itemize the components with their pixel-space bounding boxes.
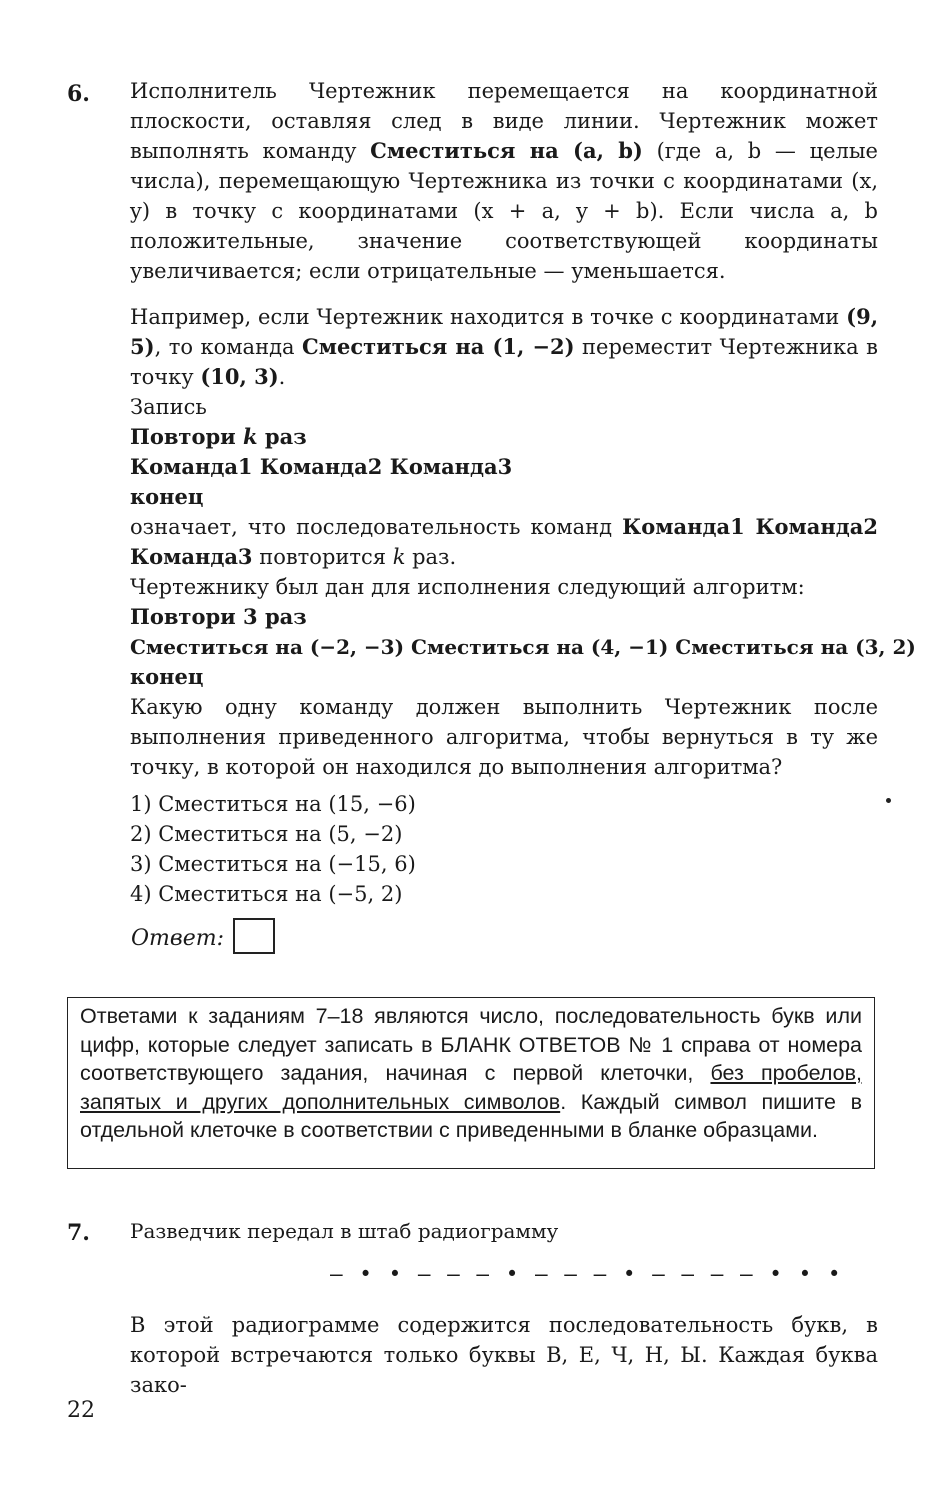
task-number: 7. (67, 1220, 90, 1246)
option-1: 1) Сместиться на (15, −6) (130, 792, 416, 816)
task7-intro: Разведчик передал в штаб радиограмму (130, 1219, 559, 1243)
option-3: 3) Сместиться на (−15, 6) (130, 852, 416, 876)
page-number: 22 (67, 1398, 95, 1423)
repeat-line: Повтори k раз (130, 424, 307, 449)
record-label: Запись (130, 395, 207, 419)
commands-line: Команда1 Команда2 Команда3 (130, 454, 513, 479)
algorithm-end: конец (130, 664, 204, 689)
command-name: Сместиться на (a, b) (370, 138, 643, 163)
answer-label: Ответ: (131, 926, 224, 951)
given-text: Чертежнику был дан для исполнения следующий алгоритм: (130, 575, 805, 599)
task6-example: Например, если Чертежник находится в точке с координатами (9, 5), то команда Сместиться на (1, −2) переместит Чертежника в точку (10, 3). (130, 304, 878, 389)
means-paragraph: означает, что последовательность команд Команда1 Команда2 Команда3 повторится k раз. (130, 514, 878, 569)
answer-box[interactable] (233, 918, 275, 954)
task-number: 6. (67, 81, 90, 107)
option-4: 4) Сместиться на (−5, 2) (130, 882, 403, 906)
algorithm-commands: Сместиться на (−2, −3) Сместиться на (4, −1) Сместиться на (3, 2) (130, 635, 916, 659)
question-text: Какую одну команду должен выполнить Чертежник после выполнения приведенного алгоритма, чтобы вернуться в ту же точку, в которой он находился до выполнения алгоритма? (130, 695, 878, 779)
radiogram-code: – • • – – – • – – – • – – – – • • • (330, 1262, 843, 1286)
end-word: конец (130, 484, 204, 509)
task7-text: В этой радиограмме содержится последовательность букв, в которой встречаются только буквы В, Е, Ч, Н, Ы. Каждая буква зако- (130, 1313, 878, 1397)
speck-mark (886, 798, 891, 803)
option-2: 2) Сместиться на (5, −2) (130, 822, 403, 846)
algorithm-repeat: Повтори 3 раз (130, 604, 307, 629)
task6-intro: Исполнитель Чертежник перемещается на координатной плоскости, оставляя след в виде линии. Чертежник может выполнять команду Сместиться на (a, b) (где a, b — целые числа), перемещающую Чертежника из точки с координатами (x, y) в точку с координатами (x + a, y + b). Если числа a, b положительные, значение соответствующей координаты увеличивается; если отрицательные — уменьшается. (130, 79, 878, 283)
instructions-box: Ответами к заданиям 7–18 являются число, последовательность букв или цифр, которые следует записать в БЛАНК ОТВЕТОВ № 1 справа от номера соответствующего задания, начиная с первой клеточки, без пробелов, запятых и других дополнительных символов. Каждый символ пишите в отдельной клеточке в соответствии с приведенными в бланке образцами. (67, 997, 875, 1169)
underlined-rule: без пробелов, запятых и других дополнительных символов (80, 1061, 862, 1114)
